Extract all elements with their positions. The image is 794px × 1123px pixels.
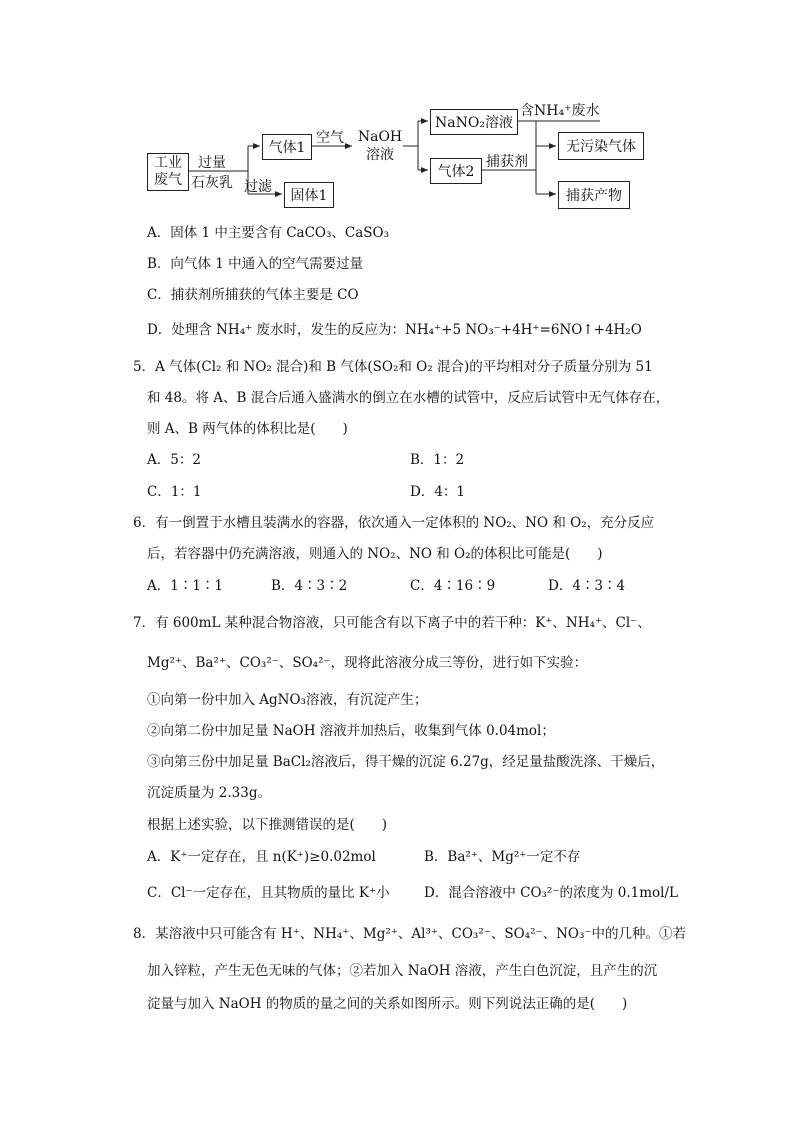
q7-experiment-3: ③向第三份中加足量 BaCl₂溶液后，得干燥的沉淀 6.27g，经足量盐酸洗涤、干燥后， [147,754,665,770]
q6-option-a: A．1∶1∶1 [147,578,224,594]
gas1-box: 气体1 [262,134,312,160]
q7-option-a: A．K⁺一定存在，且 n(K⁺)≥0.02mol [147,849,376,865]
q6-option-b: B．4∶3∶2 [271,578,348,594]
q7-question-stem: 根据上述实验，以下推测错误的是( ) [147,817,388,833]
q5-option-d: D．4：1 [410,484,466,500]
nh4-waste-label: 含NH₄⁺废水 [520,103,600,119]
lime-milk-label: 石灰乳 [191,175,233,191]
flow-arrows [0,0,794,220]
solid1-box: 固体1 [284,182,334,208]
filter-label: 过滤 [244,179,272,195]
gas2-box: 气体2 [430,158,482,184]
q8-stem-line2: 加入锌粒，产生无色无味的气体；②若加入 NaOH 溶液，产生白色沉淀，且产生的沉 [147,963,658,979]
q5-option-b: B．1：2 [410,452,465,468]
q7-stem-line2: Mg²⁺、Ba²⁺、CO₃²⁻、SO₄²⁻，现将此溶液分成三等份，进行如下实验： [147,655,588,671]
naoh-label: NaOH [357,129,403,145]
q6-option-d: D．4∶3∶4 [548,578,626,594]
waste-gas-label-b: 废气 [154,172,182,188]
q5-stem-line1: 5．A 气体(Cl₂ 和 NO₂ 混合)和 B 气体(SO₂和 O₂ 混合)的平均相对分子质量分别为 51 [133,359,653,375]
q4-option-a: A．固体 1 中主要含有 CaCO₃、CaSO₃ [147,225,390,241]
naoh-solution-label [357,128,403,164]
q4-option-b: B．向气体 1 中通入的空气需要过量 [147,256,364,272]
q7-experiment-1: ①向第一份中加入 AgNO₃溶液，有沉淀产生； [147,692,428,708]
waste-gas-box [147,153,189,191]
air-label: 空气 [316,130,344,146]
q8-stem-line3: 淀量与加入 NaOH 的物质的量之间的关系如图所示。则下列说法正确的是( ) [147,996,628,1012]
clean-gas-box: 无污染气体 [558,132,644,160]
q5-stem-line2: 和 48。将 A、B 混合后通入盛满水的倒立在水槽的试管中，反应后试管中无气体存在， [147,390,670,406]
q7-stem-line1: 7．有 600mL 某种混合物溶液，只可能含有以下离子中的若干种：K⁺、NH₄⁺、Cl⁻、 [133,615,651,631]
q7-experiment-2: ②向第二份中加足量 NaOH 溶液并加热后，收集到气体 0.04mol； [147,723,555,739]
q8-stem-line1: 8．某溶液中只可能含有 H⁺、NH₄⁺、Mg²⁺、Al³⁺、CO₃²⁻、SO₄²⁻、NO₃⁻中的几种。①若 [133,926,687,942]
solution-label: 溶液 [366,147,394,163]
q7-experiment-3b: 沉淀质量为 2.33g。 [147,785,271,801]
capture-agent-label: 捕获剂 [486,154,528,170]
q5-option-c: C．1：1 [147,484,202,500]
q5-option-a: A．5：2 [147,452,201,468]
waste-gas-label-a: 工业 [154,155,182,171]
q7-option-c: C．Cl⁻一定存在，且其物质的量比 K⁺小 [147,885,390,901]
q6-option-c: C．4∶16∶9 [410,578,496,594]
excess-label: 过量 [198,155,226,171]
q7-option-d: D．混合溶液中 CO₃²⁻的浓度为 0.1mol/L [424,885,678,901]
q5-stem-line3: 则 A、B 两气体的体积比是( ) [147,421,348,437]
q4-option-d: D．处理含 NH₄⁺ 废水时，发生的反应为：NH₄⁺+5 NO₃⁻+4H⁺=6NO↑+4H₂O [147,322,642,338]
nano2-box: NaNO₂溶液 [430,109,518,135]
q6-stem-line2: 后，若容器中仍充满溶液，则通入的 NO₂、NO 和 O₂的体积比可能是( ) [147,546,603,562]
capture-product-box: 捕获产物 [558,181,630,209]
q6-stem-line1: 6．有一倒置于水槽且装满水的容器，依次通入一定体积的 NO₂、NO 和 O₂，充分反应 [133,515,655,531]
q4-option-c: C．捕获剂所捕获的气体主要是 CO [147,287,359,303]
q7-option-b: B．Ba²⁺、Mg²⁺一定不存 [424,849,581,865]
